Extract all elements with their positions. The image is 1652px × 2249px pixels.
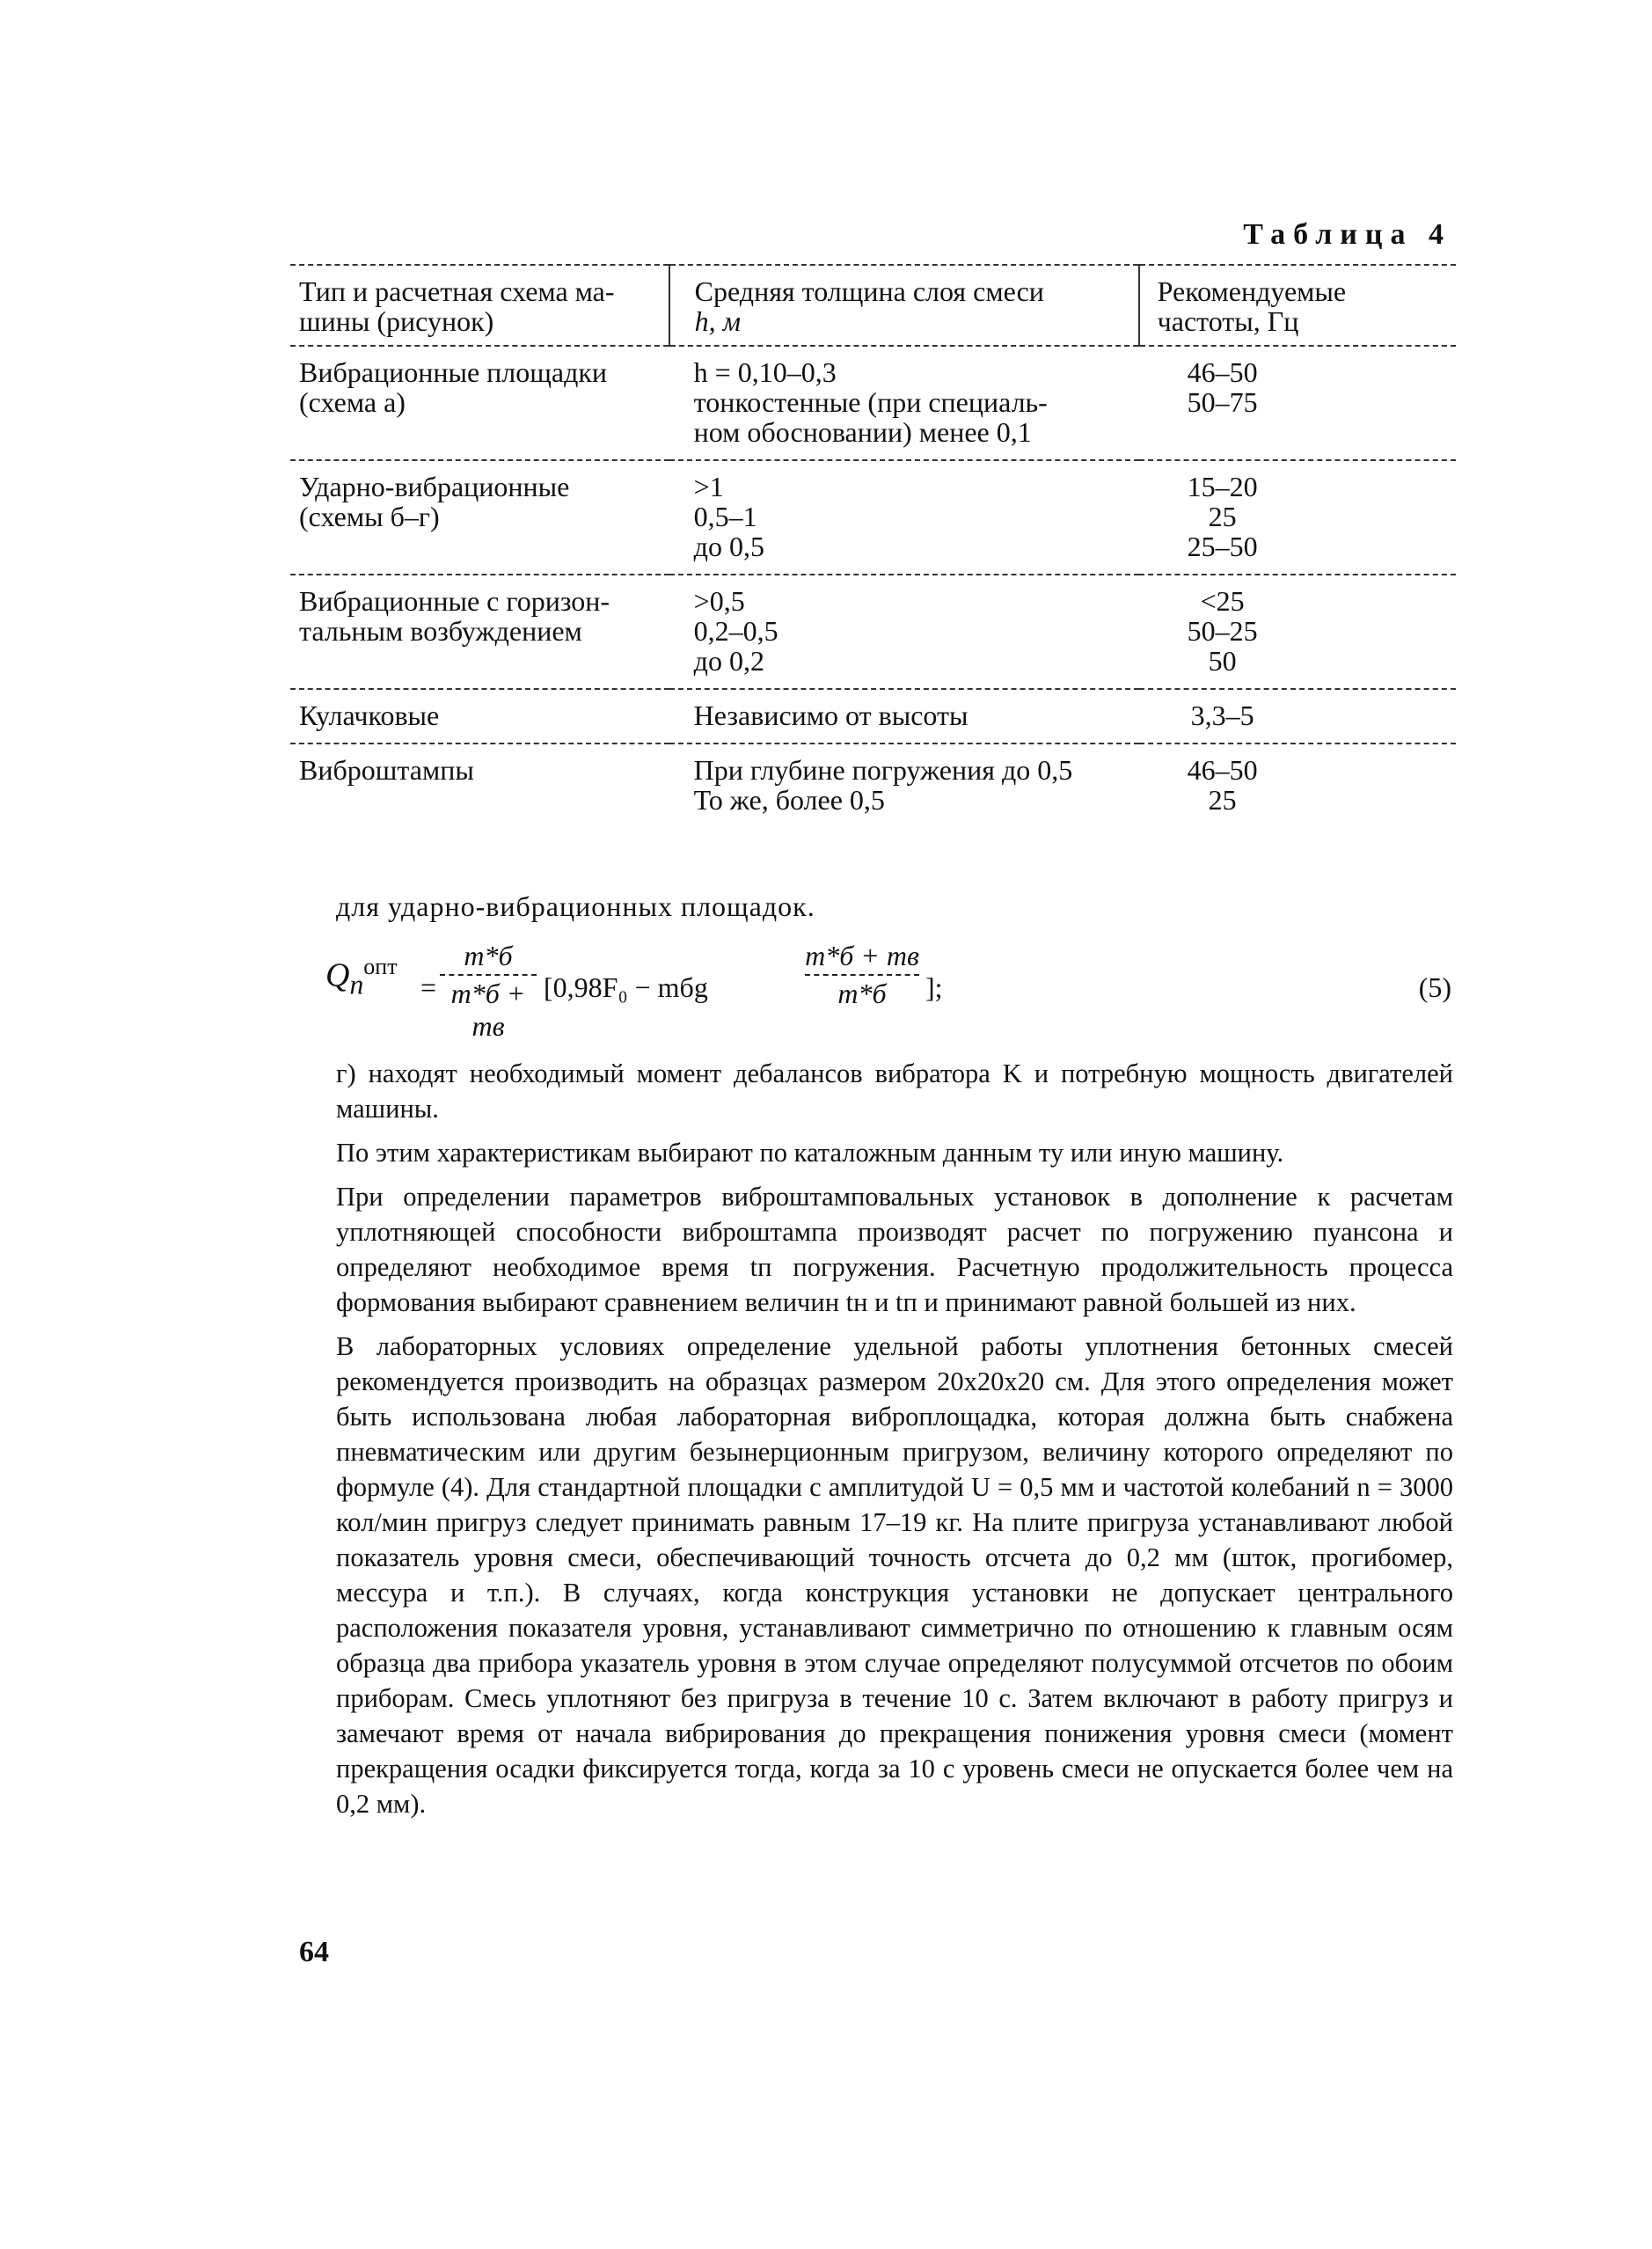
table-row <box>290 346 1456 460</box>
table-row <box>290 575 1456 689</box>
frequency-table <box>290 264 1456 827</box>
cell-type: Виброштампы <box>299 754 474 786</box>
cell-thickness: >1 0,5–1 до 0,5 <box>669 460 1139 575</box>
cell-type: Вибрационные площадки (схема а) <box>290 346 669 460</box>
table-row <box>290 744 1456 827</box>
formula-lhs: $Q_п^{опт}$ <box>325 954 398 1000</box>
formula-fraction-1: m*б m*б + mв <box>440 940 537 1043</box>
cell-type: Вибрационные с горизон- тальным возбуждением <box>290 575 669 689</box>
formula-caption: для ударно-вибрационных площадок. <box>336 890 815 922</box>
cell-frequency: 15–20 25 25–50 <box>1139 460 1456 575</box>
cell-frequency: 46–50 25 <box>1187 754 1258 816</box>
cell-frequency: 3,3–5 <box>1139 689 1456 744</box>
header-layer-thickness: Средняя толщина слоя смеси h, м <box>669 265 1139 346</box>
cell-thickness: h = 0,10–0,3 тонкостенные (при специаль- ном обосновании) менее 0,1 <box>669 346 1139 460</box>
header-frequencies: Рекомендуемые частоты, Гц <box>1139 265 1456 346</box>
table-row <box>290 689 1456 744</box>
cell-frequency: 46–50 50–75 <box>1139 346 1456 460</box>
formula-equals: = <box>420 971 437 1003</box>
cell-type: Ударно-вибрационные (схемы б–г) <box>290 460 669 575</box>
formula-5 <box>325 933 1460 1056</box>
header-machine-type: Тип и расчетная схема ма- шины (рисунок) <box>290 265 669 346</box>
cell-thickness: Независимо от высоты <box>669 689 1139 744</box>
formula-close: ]; <box>925 971 943 1003</box>
paragraph: При определении параметров виброштамповальных установок в дополнение к расчетам уплотняющей способности виброштампа производят расчет по погружению пуансона и определяют необходимое время tп погружения. Расчетную продолжительность процесса формования выбирают сравнением величин tн и tп и принимают равной большей из них. <box>336 1182 1453 1317</box>
cell-type: Кулачковые <box>290 689 669 744</box>
page-number: 64 <box>299 1936 329 1968</box>
cell-frequency: <25 50–25 50 <box>1139 575 1456 689</box>
body-text <box>336 1056 1453 1830</box>
table-header-row <box>290 265 1456 346</box>
formula-bracket: [0,98F₀ − mбg <box>544 971 708 1003</box>
table-title: Таблица 4 <box>1243 218 1451 251</box>
paragraph: г) находят необходимый момент дебалансов вибратора K и потребную мощность двигателей машины. <box>336 1059 1453 1124</box>
paragraph: В лабораторных условиях определение удельной работы уплотнения бетонных смесей рекомендуется производить на образцах размером 20х20х20 см. Для этого определения может быть использована любая лабораторная виброплощадка, которая должна быть снабжена пневматическим или другим безынерционным пригрузом, величину которого определяют по формуле (4). Для стандартной площадки с амплитудой U = 0,5 мм и частотой колебаний n = 3000 кол/мин пригруз следует принимать равным 17–19 кг. На плите пригруза устанавливают любой показатель уровня смеси, обеспечивающий точность отсчета до 0,2 мм (шток, прогибомер, мессура и т.п.). В случаях, когда конструкция установки не допускает центрального расположения показателя уровня, устанавливают симметрично по отношению к главным осям образца два прибора указатель уровня в этом случае определяют полусуммой отсчетов по обоим приборам. Смесь уплотняют без пригруза в течение 10 с. Затем включают в работу пригруз и замечают время от начала вибрирования до прекращения понижения уровня смеси (момент прекращения осадки фиксируется тогда, когда за 10 с уровень смеси не опускается более чем на 0,2 мм). <box>336 1331 1453 1819</box>
cell-thickness: При глубине погружения до 0,5 То же, более 0,5 <box>693 754 1073 816</box>
cell-thickness: >0,5 0,2–0,5 до 0,2 <box>669 575 1139 689</box>
formula-number: (5) <box>1418 971 1451 1003</box>
paragraph: По этим характеристикам выбирают по каталожным данным ту или иную машину. <box>336 1138 1284 1168</box>
formula-fraction-2: m*б + mв m*б <box>805 940 919 1009</box>
table-row <box>290 460 1456 575</box>
